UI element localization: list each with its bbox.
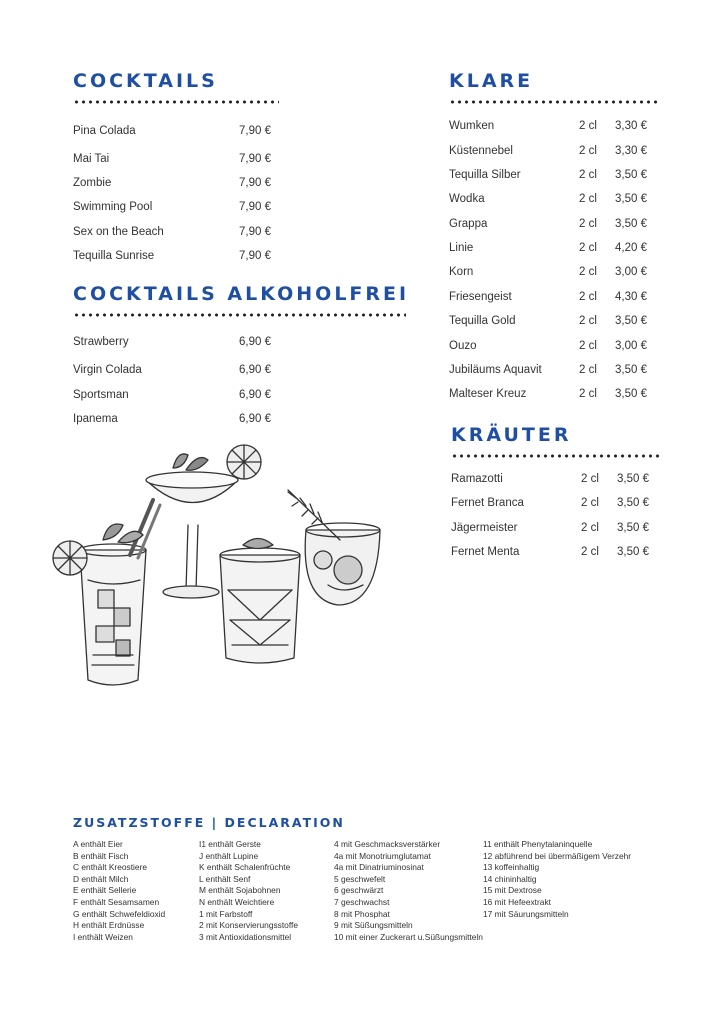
menu-item-price: 4,20 €: [615, 242, 647, 254]
menu-item-size: 2 cl: [579, 242, 597, 254]
menu-item-price: 6,90 €: [239, 336, 271, 348]
declaration-entry: 8 mit Phosphat: [334, 908, 390, 919]
declaration-entry: C enthält Kreostiere: [73, 862, 148, 873]
menu-item-name: Zombie: [73, 177, 112, 189]
menu-item-price: 3,50 €: [615, 388, 647, 400]
declaration-entry: 3 mit Antioxidationsmittel: [199, 931, 292, 942]
menu-item-price: 6,90 €: [239, 413, 271, 425]
menu-item-name: Küstennebel: [449, 145, 513, 157]
alkoholfrei-heading: COCKTAILS ALKOHOLFREI: [73, 283, 410, 305]
menu-item-name: Malteser Kreuz: [449, 388, 527, 400]
menu-item-price: 4,30 €: [615, 291, 647, 303]
menu-item-size: 2 cl: [581, 473, 599, 485]
menu-item-price: 3,50 €: [615, 169, 647, 181]
declaration-heading: ZUSATZSTOFFE | DECLARATION: [73, 815, 345, 830]
menu-item-price: 3,50 €: [617, 473, 649, 485]
dotted-divider: [451, 454, 659, 458]
declaration-entry: 7 geschwachst: [334, 896, 390, 907]
menu-item-name: Tequilla Sunrise: [73, 250, 155, 262]
menu-item-name: Strawberry: [73, 336, 129, 348]
dotted-divider: [73, 313, 406, 317]
menu-item-name: Wumken: [449, 120, 495, 132]
menu-item-name: Korn: [449, 266, 474, 278]
menu-item-name: Wodka: [449, 193, 485, 205]
declaration-entry: 1 mit Farbstoff: [199, 908, 253, 919]
declaration-entry: 12 abführend bei übermäßigem Verzehr: [483, 850, 632, 861]
menu-item-name: Linie: [449, 242, 474, 254]
menu-item-price: 7,90 €: [239, 226, 271, 238]
cocktails-section: [73, 70, 279, 262]
menu-item-name: Tequilla Gold: [449, 315, 516, 327]
declaration-entry: 10 mit einer Zuckerart u.Süßungsmitteln: [334, 931, 483, 942]
declaration-entry: I enthält Weizen: [73, 931, 133, 942]
declaration-column-2: [199, 839, 298, 943]
menu-item-price: 3,50 €: [615, 315, 647, 327]
klare-heading: KLARE: [449, 70, 534, 92]
menu-item-size: 2 cl: [579, 193, 597, 205]
declaration-entry: 13 koffeinhaltig: [483, 862, 540, 873]
menu-item-size: 2 cl: [579, 340, 597, 352]
declaration-entry: A enthält Eier: [73, 839, 123, 849]
menu-item-price: 7,90 €: [239, 125, 271, 137]
menu-item-name: Friesengeist: [449, 291, 512, 303]
kraeuter-heading: KRÄUTER: [451, 424, 572, 446]
menu-item-price: 3,50 €: [617, 497, 649, 509]
menu-item-price: 3,50 €: [615, 193, 647, 205]
menu-item-price: 6,90 €: [239, 364, 271, 376]
menu-item-name: Ouzo: [449, 340, 477, 352]
menu-item-name: Fernet Branca: [451, 497, 524, 509]
menu-item-price: 3,50 €: [615, 218, 647, 230]
declaration-entry: F enthält Sesamsamen: [73, 896, 160, 907]
menu-item-name: Tequilla Silber: [449, 169, 521, 181]
menu-item-size: 2 cl: [579, 169, 597, 181]
menu-item-price: 3,50 €: [617, 546, 649, 558]
menu-item-price: 3,00 €: [615, 340, 647, 352]
menu-item-name: Jubiläums Aquavit: [449, 364, 542, 376]
dotted-divider: [73, 100, 279, 104]
menu-item-price: 7,90 €: [239, 153, 271, 165]
menu-item-name: Sportsman: [73, 389, 129, 401]
declaration-entry: 4 mit Geschmacksverstärker: [334, 839, 441, 849]
menu-item-price: 6,90 €: [239, 389, 271, 401]
menu-item-size: 2 cl: [581, 497, 599, 509]
cocktail-illustration: [48, 440, 398, 690]
menu-item-size: 2 cl: [579, 388, 597, 400]
declaration-entry: J enthält Lupine: [199, 850, 259, 861]
menu-item-size: 2 cl: [579, 266, 597, 278]
declaration-entry: 16 mit Hefeextrakt: [483, 896, 551, 907]
menu-item-name: Ramazotti: [451, 473, 503, 485]
declaration-entry: I1 enthält Gerste: [199, 839, 261, 849]
declaration-entry: 11 enthält Phenytalaninquelle: [483, 839, 593, 849]
declaration-entry: K enthält Schalenfrüchte: [199, 862, 291, 873]
declaration-entry: G enthält Schwefeldioxid: [73, 908, 166, 919]
declaration-entry: 4a mit Dinatriuminosinat: [334, 862, 424, 873]
menu-item-name: Mai Tai: [73, 153, 110, 165]
menu-item-name: Jägermeister: [451, 522, 518, 534]
declaration-entry: H enthält Erdnüsse: [73, 920, 145, 931]
menu-item-size: 2 cl: [581, 546, 599, 558]
menu-item-name: Fernet Menta: [451, 546, 520, 558]
dotted-divider: [449, 100, 657, 104]
declaration-entry: 6 geschwärzt: [334, 885, 384, 896]
kraeuter-section: [451, 424, 659, 558]
menu-item-price: 3,00 €: [615, 266, 647, 278]
menu-item-size: 2 cl: [581, 522, 599, 534]
declaration-entry: L enthält Senf: [199, 873, 251, 884]
declaration-entry: 14 chininhaltig: [483, 873, 537, 884]
menu-item-size: 2 cl: [579, 120, 597, 132]
declaration-entry: 4a mit Monotriumglutamat: [334, 850, 431, 861]
declaration-column-3: [334, 839, 483, 943]
menu-item-name: Grappa: [449, 218, 488, 230]
declaration-entry: N enthält Weichtiere: [199, 896, 275, 907]
menu-item-name: Sex on the Beach: [73, 226, 164, 238]
declaration-entry: 5 geschwefelt: [334, 873, 386, 884]
menu-item-size: 2 cl: [579, 218, 597, 230]
gin-glass-icon: [288, 490, 380, 605]
menu-item-price: 3,50 €: [615, 364, 647, 376]
menu-item-name: Pina Colada: [73, 125, 136, 137]
menu-item-price: 7,90 €: [239, 201, 271, 213]
declaration-entry: B enthält Fisch: [73, 850, 129, 861]
menu-item-price: 3,50 €: [617, 522, 649, 534]
klare-section: [449, 70, 657, 400]
menu-item-name: Ipanema: [73, 413, 118, 425]
menu-item-size: 2 cl: [579, 145, 597, 157]
highball-glass-icon: [53, 500, 160, 685]
declaration-entry: 17 mit Säurungsmitteln: [483, 908, 569, 919]
menu-item-name: Swimming Pool: [73, 201, 153, 213]
declaration-entry: D enthält Milch: [73, 873, 129, 884]
menu-item-price: 7,90 €: [239, 250, 271, 262]
declaration-entry: E enthält Sellerie: [73, 885, 137, 896]
menu-item-price: 3,30 €: [615, 120, 647, 132]
declaration-column-4: [483, 839, 631, 920]
menu-item-size: 2 cl: [579, 364, 597, 376]
rocks-glass-icon: [220, 539, 300, 664]
menu-item-size: 2 cl: [579, 315, 597, 327]
declaration-entry: 15 mit Dextrose: [483, 885, 542, 896]
declaration-entry: M enthält Sojabohnen: [199, 885, 281, 896]
menu-item-name: Virgin Colada: [73, 364, 142, 376]
declaration-section: [73, 815, 673, 942]
menu-item-price: 7,90 €: [239, 177, 271, 189]
declaration-entry: 9 mit Süßungsmitteln: [334, 920, 413, 931]
alkoholfrei-section: [73, 283, 410, 425]
declaration-column-1: [73, 839, 165, 943]
declaration-entry: 2 mit Konservierungsstoffe: [199, 920, 298, 931]
cocktails-heading: COCKTAILS: [73, 70, 218, 92]
menu-item-size: 2 cl: [579, 291, 597, 303]
menu-item-price: 3,30 €: [615, 145, 647, 157]
